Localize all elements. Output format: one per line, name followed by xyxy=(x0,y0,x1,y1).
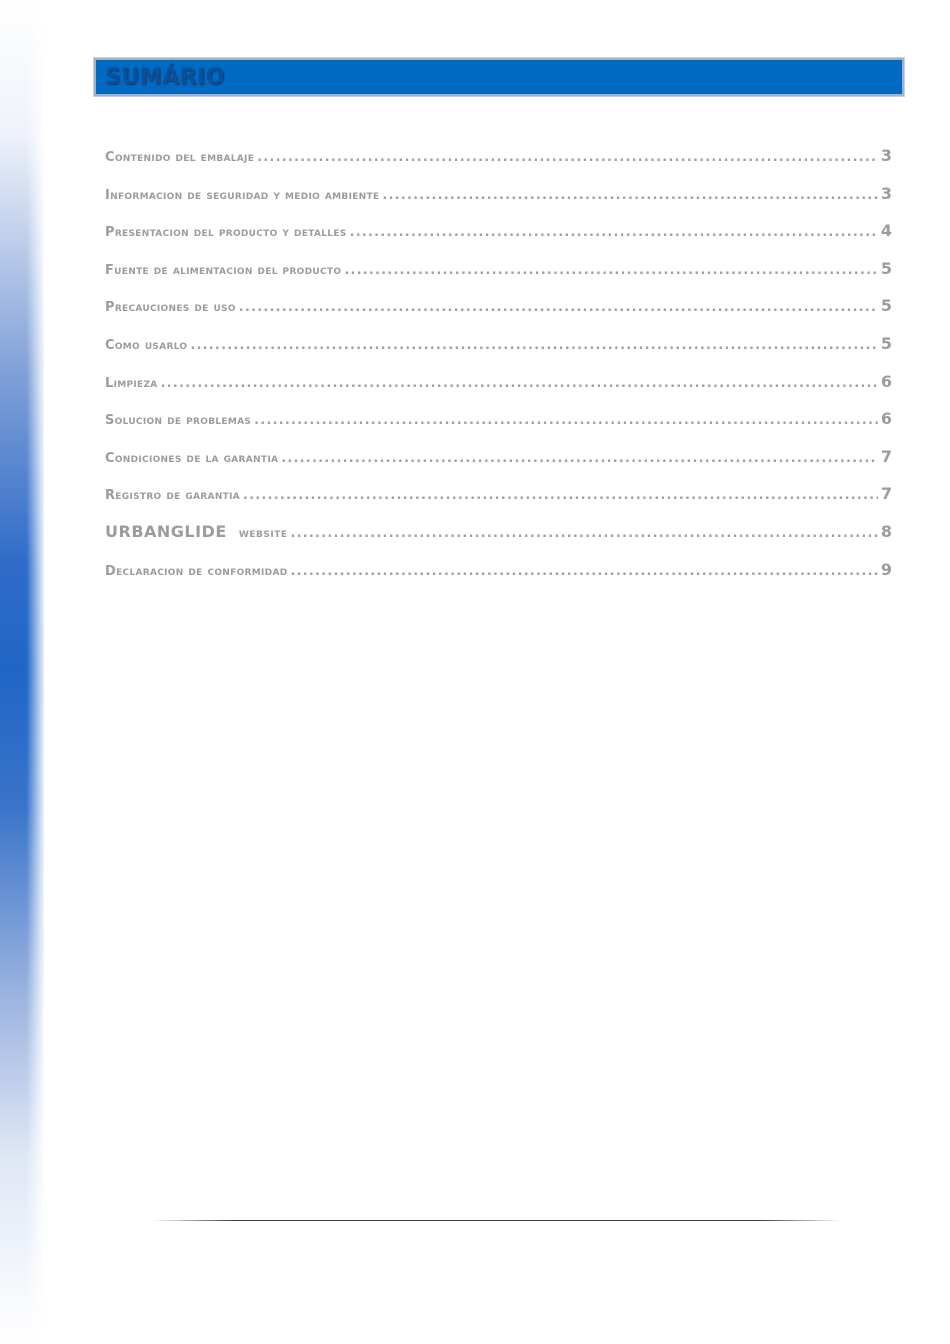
toc-entry-label: Contenido del embalaje xyxy=(105,150,255,165)
toc-entry[interactable] xyxy=(105,409,892,447)
toc-entry[interactable] xyxy=(105,522,892,560)
toc-entry-page: 4 xyxy=(880,221,892,241)
toc-entry-page: 9 xyxy=(880,559,892,579)
toc-entry[interactable] xyxy=(105,259,892,297)
toc-entry-label: Condiciones de la garantia xyxy=(105,450,279,466)
toc-leader-dots xyxy=(243,488,878,503)
toc-entry-page: 6 xyxy=(880,371,892,391)
toc-entry-label: Fuente de alimentacion del producto xyxy=(105,262,342,278)
toc-entry[interactable] xyxy=(105,447,892,485)
toc-entry-brand: URBANGLIDE xyxy=(105,521,227,541)
toc-leader-dots xyxy=(161,376,878,391)
toc-leader-dots xyxy=(254,413,878,428)
toc-entry-page: 8 xyxy=(880,521,892,541)
toc-entry[interactable] xyxy=(105,296,892,334)
toc-entry-page: 3 xyxy=(880,183,892,203)
toc-entry-label: Presentacion del producto y detalles xyxy=(105,225,347,241)
toc-leader-dots xyxy=(281,451,878,466)
toc-entry-page: 5 xyxy=(880,258,892,278)
toc-entry[interactable] xyxy=(105,484,892,522)
footer-rule xyxy=(152,1220,842,1221)
toc-entry-label: Solucion de problemas xyxy=(105,413,252,429)
toc-entry-page: 5 xyxy=(880,296,892,316)
toc-entry[interactable] xyxy=(105,184,892,222)
toc-entry-label: Limpieza xyxy=(105,375,158,391)
title-bar xyxy=(94,58,904,96)
toc-entry-page: 3 xyxy=(880,146,892,165)
toc-leader-dots xyxy=(350,225,878,240)
toc-entry-label xyxy=(105,522,287,541)
toc-leader-dots xyxy=(190,338,877,353)
toc-entry[interactable] xyxy=(105,560,892,598)
toc-entry-label: Precauciones de uso xyxy=(105,300,236,316)
toc-entry-page: 7 xyxy=(880,484,892,504)
page-title: SUMÁRIO xyxy=(105,65,225,90)
toc-entry[interactable] xyxy=(105,372,892,410)
toc-leader-dots xyxy=(257,150,878,165)
toc-entry-label: Declaracion de conformidad xyxy=(105,563,288,579)
toc-leader-dots xyxy=(382,188,877,203)
toc-leader-dots xyxy=(344,263,878,278)
toc-entry-label: Como usarlo xyxy=(105,337,188,353)
toc-entry-suffix: website xyxy=(238,525,288,541)
toc-leader-dots xyxy=(239,300,878,315)
toc-entry-label: Informacion de seguridad y medio ambiente xyxy=(105,187,380,203)
toc-entry-page: 5 xyxy=(880,333,892,353)
toc-entry[interactable] xyxy=(105,146,892,184)
toc-entry[interactable] xyxy=(105,221,892,259)
toc-entry-label: Registro de garantia xyxy=(105,488,240,504)
toc-leader-dots xyxy=(290,564,877,579)
side-gradient-band xyxy=(0,0,44,1344)
table-of-contents xyxy=(105,146,892,597)
toc-entry-page: 7 xyxy=(880,446,892,466)
toc-entry-page: 6 xyxy=(880,409,892,429)
toc-entry[interactable] xyxy=(105,334,892,372)
toc-leader-dots xyxy=(290,526,877,541)
